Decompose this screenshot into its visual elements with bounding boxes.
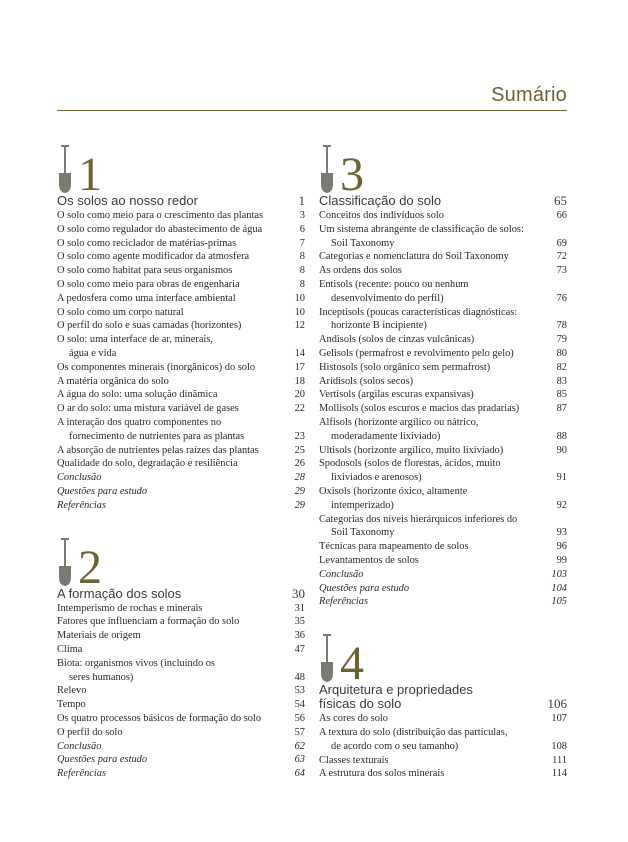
toc-entry[interactable] [57, 767, 305, 781]
toc-entry-line1: Tempo [57, 699, 86, 711]
toc-entry[interactable] [57, 471, 305, 485]
toc-entry-page: 66 [556, 210, 567, 221]
toc-entry-title [57, 698, 291, 712]
chapter-number: 1 [78, 148, 102, 201]
toc-entry-page: 7 [299, 237, 305, 249]
toc-entry-page: 8 [299, 265, 305, 277]
toc-entry-page: 20 [294, 389, 305, 401]
toc-entry-line2: lixiviados e arenosos) [331, 472, 422, 484]
toc-entry-line2: de acordo com o seu tamanho) [331, 740, 459, 752]
toc-entry-line1: Categorias dos níveis hierárquicos inferiores do [319, 513, 518, 525]
toc-entry[interactable] [57, 416, 305, 444]
toc-entry-page: 108 [551, 740, 567, 752]
toc-entry-title [57, 740, 291, 754]
toc-entry[interactable] [57, 698, 305, 712]
toc-entry-title [319, 726, 547, 754]
toc-entry[interactable] [57, 237, 305, 251]
toc-entry-page: 29 [294, 485, 305, 497]
toc-entry[interactable] [57, 319, 305, 333]
toc-entry-line1: Alfisols (horizonte argílico ou nátrico, [319, 416, 479, 428]
toc-entry-page: 76 [556, 292, 567, 304]
toc-entry[interactable] [319, 582, 567, 596]
toc-entry-title [57, 416, 291, 444]
toc-entry[interactable] [57, 306, 305, 320]
toc-entry[interactable] [57, 643, 305, 657]
chapter-number: 4 [340, 637, 364, 691]
toc-entry-line1: Andisols (solos de cinzas vulcânicas) [319, 334, 475, 346]
toc-entry-title [319, 485, 553, 513]
toc-entry-page: 90 [556, 444, 567, 456]
toc-entry-list [319, 209, 567, 609]
toc-entry[interactable] [319, 712, 567, 726]
toc-entry-page: 10 [294, 306, 305, 318]
toc-entry-title [319, 457, 553, 485]
toc-entry-line1: Referências [57, 768, 107, 780]
toc-entry-title [319, 712, 547, 726]
toc-entry[interactable] [319, 264, 567, 278]
toc-entry-line1: Gelisols (permafrost e revolvimento pelo gelo) [319, 347, 514, 359]
toc-entry-title [319, 347, 553, 361]
toc-entry-page: 56 [294, 712, 305, 724]
toc-entry-line1: O solo como reciclador de matérias-primas [57, 237, 237, 249]
toc-entry[interactable] [319, 726, 567, 754]
toc-entry-page: 3 [299, 210, 305, 221]
toc-entry-page: 36 [294, 630, 305, 642]
toc-entry[interactable] [57, 629, 305, 643]
toc-entry-title [319, 375, 553, 389]
toc-entry-line1: Classes texturais [319, 754, 389, 766]
toc-entry-line1: O ar do solo: uma mistura variável de gases [57, 403, 239, 415]
toc-entry[interactable] [57, 684, 305, 698]
toc-entry-page: 104 [551, 582, 567, 594]
toc-entry-title [57, 753, 291, 767]
page-title: Sumário [491, 84, 567, 106]
toc-entry-page: 31 [294, 602, 305, 614]
toc-entry-page: 14 [294, 347, 305, 359]
toc-entry-line1: O solo como agente modificador da atmosfera [57, 251, 250, 263]
toc-entry-line1: Clima [57, 643, 83, 655]
chapter-title-row[interactable] [319, 194, 567, 208]
toc-entry-list [57, 209, 305, 513]
toc-entry-line1: O solo como habitat para seus organismos [57, 265, 233, 277]
chapter-1 [57, 140, 305, 513]
chapter-page: 1 [298, 193, 305, 208]
toc-entry-line2: fornecimento de nutrientes para as plantas [69, 430, 245, 442]
toc-entry-line1: Histosols (solo orgânico sem permafrost) [319, 361, 491, 373]
toc-entry-page: 47 [294, 643, 305, 655]
toc-entry-line1: Intemperismo de rochas e minerais [57, 602, 203, 614]
toc-entry-title [57, 292, 291, 306]
toc-entry-page: 114 [551, 768, 567, 780]
toc-entry-page: 91 [556, 472, 567, 484]
toc-entry-title [57, 264, 296, 278]
toc-entry-page: 99 [556, 554, 567, 566]
toc-entry[interactable] [57, 499, 305, 513]
toc-entry-title [319, 595, 547, 609]
toc-entry[interactable] [57, 457, 305, 471]
toc-entry-line1: As ordens dos solos [319, 265, 402, 277]
toc-entry-title [57, 319, 291, 333]
chapter-title-line2: físicas do solo [319, 696, 402, 712]
toc-column-right [319, 140, 567, 781]
toc-entry-page: 80 [556, 347, 567, 359]
toc-entry[interactable] [57, 740, 305, 754]
toc-entry-title [57, 499, 291, 513]
toc-entry-line1: Um sistema abrangente de classificação de solos: [319, 223, 524, 235]
toc-entry-page: 6 [299, 223, 305, 235]
toc-entry-line2: desenvolvimento do perfil) [331, 292, 444, 304]
toc-entry-page: 12 [294, 320, 305, 332]
toc-entry-line1: Técnicas para mapeamento de solos [319, 541, 469, 553]
chapter-page: 65 [554, 193, 567, 208]
chapter-gap [319, 609, 567, 629]
toc-entry-title [57, 726, 291, 740]
toc-entry-page: 54 [294, 699, 305, 711]
toc-entry-page: 92 [556, 499, 567, 511]
toc-entry-line1: Inceptisols (poucas características diagnósticas: [319, 306, 518, 318]
toc-entry-title [57, 444, 291, 458]
toc-entry-line1: Os quatro processos básicos de formação do solo [57, 712, 262, 724]
toc-entry[interactable] [319, 595, 567, 609]
chapter-4 [319, 629, 567, 781]
chapter-page: 30 [292, 585, 305, 601]
chapter-title-row[interactable] [57, 194, 305, 208]
toc-entry[interactable] [319, 388, 567, 402]
toc-entry-title [319, 209, 553, 223]
toc-entry-title [319, 278, 553, 306]
toc-entry-title [57, 223, 296, 237]
toc-entry-page: 25 [294, 444, 305, 456]
toc-entry-page: 35 [294, 616, 305, 628]
toc-entry[interactable] [319, 306, 567, 334]
toc-entry-page: 93 [556, 527, 567, 539]
toc-entry-line1: Aridisols (solos secos) [319, 375, 414, 387]
shovel-icon [57, 144, 73, 194]
toc-entry-page: 29 [294, 499, 305, 511]
toc-entry-line1: O solo como meio para o crescimento das plantas [57, 210, 264, 221]
toc-entry[interactable] [57, 712, 305, 726]
shovel-icon [57, 537, 73, 587]
toc-entry-title [57, 767, 291, 781]
toc-entry-line1: A pedosfera como uma interface ambiental [57, 292, 236, 304]
toc-entry-page: 26 [294, 458, 305, 470]
toc-entry-page: 107 [551, 713, 567, 725]
toc-entry-line1: Ultisols (horizonte argílico, muito lixiviado) [319, 444, 504, 456]
toc-entry-title [57, 485, 291, 499]
toc-entry[interactable] [57, 726, 305, 740]
toc-entry[interactable] [319, 513, 567, 541]
toc-entry[interactable] [319, 457, 567, 485]
toc-entry[interactable] [57, 209, 305, 223]
toc-entry[interactable] [319, 485, 567, 513]
toc-entry-title [57, 643, 291, 657]
toc-entry-line1: Conclusão [57, 472, 102, 484]
toc-entry-title [319, 540, 553, 554]
toc-entry-line2: horizonte B incipiente) [331, 320, 427, 332]
toc-entry[interactable] [319, 540, 567, 554]
toc-entry-title [57, 361, 291, 375]
toc-entry-list [57, 602, 305, 781]
toc-entry-line1: A água do solo: uma solução dinâmica [57, 389, 218, 401]
toc-entry[interactable] [57, 753, 305, 767]
toc-entry[interactable] [57, 278, 305, 292]
title-divider [57, 110, 567, 111]
toc-column-left [57, 140, 305, 781]
toc-entry-title [319, 754, 548, 768]
toc-entry[interactable] [319, 554, 567, 568]
toc-entry-page: 72 [556, 251, 567, 263]
toc-entry-line1: As cores do solo [319, 713, 388, 725]
toc-entry-page: 57 [294, 726, 305, 738]
toc-entry-title [57, 602, 291, 616]
toc-entry[interactable] [57, 223, 305, 237]
toc-entry-line1: A interação dos quatro componentes no [57, 416, 222, 428]
toc-entry-page: 111 [552, 754, 567, 766]
toc-entry-list [319, 712, 567, 781]
chapter-title-row[interactable] [57, 587, 305, 601]
toc-entry-line1: Levantamentos de solos [319, 554, 419, 566]
toc-entry-page: 88 [556, 430, 567, 442]
toc-entry-title [57, 333, 291, 361]
toc-entry-line1: A absorção de nutrientes pelas raízes das plantas [57, 444, 259, 456]
toc-entry-line1: O solo como um corpo natural [57, 306, 184, 318]
toc-entry[interactable] [319, 209, 567, 223]
toc-entry-line1: O perfil do solo [57, 726, 123, 738]
chapter-title: A formação dos solos [57, 585, 182, 601]
toc-entry-title [57, 657, 291, 685]
toc-entry-page: 85 [556, 389, 567, 401]
toc-entry-title [57, 402, 291, 416]
toc-entry-page: 8 [299, 251, 305, 263]
toc-entry[interactable] [319, 250, 567, 264]
chapter-gap [57, 513, 305, 533]
toc-entry[interactable] [57, 375, 305, 389]
toc-entry-page: 83 [556, 375, 567, 387]
toc-entry-line1: A matéria orgânica do solo [57, 375, 169, 387]
toc-entry-page: 79 [556, 334, 567, 346]
chapter-3 [319, 140, 567, 609]
chapter-title [319, 683, 544, 711]
toc-entry-title [57, 684, 291, 698]
toc-entry-line1: Oxisols (horizonte óxico, altamente [319, 485, 468, 497]
toc-entry-line2: seres humanos) [69, 671, 134, 683]
toc-entry-title [319, 306, 553, 334]
toc-entry-line1: Categorias e nomenclatura do Soil Taxonomy [319, 251, 509, 263]
toc-entry-page: 63 [294, 754, 305, 766]
toc-entry-title [57, 388, 291, 402]
toc-entry[interactable] [319, 767, 567, 781]
toc-entry-line1: Entisols (recente: pouco ou nenhum [319, 278, 469, 290]
toc-entry[interactable] [319, 347, 567, 361]
chapter-title: Classificação do solo [319, 193, 442, 208]
chapter-title-row[interactable] [319, 683, 567, 711]
chapter-title: Os solos ao nosso redor [57, 193, 198, 208]
toc-entry-title [319, 554, 553, 568]
chapter-title-line1: Arquitetura e propriedades [319, 682, 473, 698]
toc-entry-title [57, 457, 291, 471]
toc-entry[interactable] [319, 568, 567, 582]
toc-entry-line1: O perfil do solo e suas camadas (horizontes) [57, 320, 242, 332]
toc-entry[interactable] [319, 754, 567, 768]
toc-entry[interactable] [319, 333, 567, 347]
toc-entry[interactable] [319, 416, 567, 444]
toc-entry-line1: Vertisols (argilas escuras expansivas) [319, 389, 474, 401]
toc-entry-title [319, 223, 553, 251]
toc-entry-title [319, 388, 553, 402]
toc-entry[interactable] [57, 333, 305, 361]
toc-entry-page: 82 [556, 361, 567, 373]
toc-entry-title [319, 767, 548, 781]
toc-entry-line1: Conclusão [319, 568, 364, 580]
toc-entry[interactable] [319, 375, 567, 389]
toc-entry-title [57, 209, 296, 223]
toc-entry-line1: A textura do solo (distribuição das partículas, [319, 726, 508, 738]
toc-entry-title [57, 629, 291, 643]
toc-entry-line2: Soil Taxonomy [331, 237, 395, 249]
toc-entry-page: 62 [294, 740, 305, 752]
toc-entry-page: 18 [294, 375, 305, 387]
chapter-page: 106 [547, 696, 567, 712]
toc-entry[interactable] [57, 657, 305, 685]
toc-entry-line1: Qualidade do solo, degradação e resiliência [57, 458, 238, 470]
toc-entry-page: 96 [556, 541, 567, 553]
chapter-number: 3 [340, 148, 364, 201]
toc-entry-line1: Relevo [57, 685, 87, 697]
toc-entry[interactable] [57, 388, 305, 402]
toc-entry-line1: Referências [319, 596, 369, 608]
toc-entry-page: 105 [551, 596, 567, 608]
toc-entry-page: 17 [294, 361, 305, 373]
toc-entry-title [57, 306, 291, 320]
toc-entry[interactable] [57, 402, 305, 416]
toc-entry[interactable] [57, 250, 305, 264]
chapter-2 [57, 533, 305, 781]
toc-entry-title [57, 375, 291, 389]
toc-entry[interactable] [319, 444, 567, 458]
toc-entry-title [319, 250, 553, 264]
toc-entry-line1: O solo como regulador do abastecimento de água [57, 223, 263, 235]
toc-entry-page: 22 [294, 403, 305, 415]
toc-entry-title [57, 615, 291, 629]
toc-entry[interactable] [57, 485, 305, 499]
toc-entry-title [319, 568, 547, 582]
toc-entry-line1: Mollisols (solos escuros e macios das pradarias) [319, 403, 520, 415]
toc-entry-page: 10 [294, 292, 305, 304]
toc-entry-page: 69 [556, 237, 567, 249]
toc-entry[interactable] [319, 278, 567, 306]
toc-entry-line1: Questões para estudo [57, 485, 148, 497]
toc-entry-title [319, 402, 553, 416]
toc-entry-title [319, 264, 553, 278]
toc-entry[interactable] [57, 602, 305, 616]
toc-entry-title [57, 712, 291, 726]
toc-entry[interactable] [57, 361, 305, 375]
toc-entry-title [57, 237, 296, 251]
chapter-number: 2 [78, 540, 102, 594]
toc-entry-line1: Os componentes minerais (inorgânicos) do solo [57, 361, 256, 373]
toc-entry[interactable] [57, 292, 305, 306]
toc-entry-title [319, 444, 553, 458]
toc-entry[interactable] [57, 264, 305, 278]
toc-entry-page: 78 [556, 320, 567, 332]
toc-entry-page: 53 [294, 685, 305, 697]
toc-entry-line1: Biota: organismos vivos (incluindo os [57, 657, 215, 669]
toc-entry-line1: A estrutura dos solos minerais [319, 768, 445, 780]
toc-entry-line1: Conclusão [57, 740, 102, 752]
toc-entry-title [57, 471, 291, 485]
toc-entry-line1: Fatores que influenciam a formação do solo [57, 616, 240, 628]
toc-entry-title [319, 333, 553, 347]
toc-entry-title [57, 278, 296, 292]
toc-entry-page: 87 [556, 403, 567, 415]
toc-entry[interactable] [57, 444, 305, 458]
toc-entry-title [319, 513, 553, 541]
toc-entry-line1: Questões para estudo [57, 754, 148, 766]
toc-entry-title [319, 361, 553, 375]
toc-entry-line2: Soil Taxonomy [331, 527, 395, 539]
toc-entry-page: 23 [294, 430, 305, 442]
toc-entry-line1: Conceitos dos indivíduos solo [319, 210, 444, 221]
shovel-icon [319, 144, 335, 194]
toc-entry-line1: Materiais de origem [57, 630, 141, 642]
toc-entry-page: 48 [294, 671, 305, 683]
toc-entry[interactable] [57, 615, 305, 629]
toc-entry[interactable] [319, 361, 567, 375]
toc-entry-title [319, 582, 547, 596]
toc-entry-line2: moderadamente lixiviado) [331, 430, 441, 442]
toc-entry-title [319, 416, 553, 444]
toc-entry-page: 73 [556, 265, 567, 277]
toc-entry-line1: Spodosols (solos de florestas, ácidos, muito [319, 458, 501, 470]
toc-entry-title [57, 250, 296, 264]
toc-entry-line1: Questões para estudo [319, 582, 410, 594]
toc-entry[interactable] [319, 223, 567, 251]
toc-entry-line2: intemperizado) [331, 499, 394, 511]
toc-entry-page: 64 [294, 768, 305, 780]
toc-entry-page: 8 [299, 278, 305, 290]
toc-entry-line1: O solo como meio para obras de engenharia [57, 278, 240, 290]
shovel-icon [319, 633, 335, 683]
toc-entry-line1: Referências [57, 499, 107, 511]
toc-entry-page: 103 [551, 568, 567, 580]
toc-entry-line1: O solo: uma interface de ar, minerais, [57, 334, 213, 346]
toc-entry-page: 28 [294, 472, 305, 484]
toc-entry[interactable] [319, 402, 567, 416]
toc-entry-line2: água e vida [69, 347, 117, 359]
